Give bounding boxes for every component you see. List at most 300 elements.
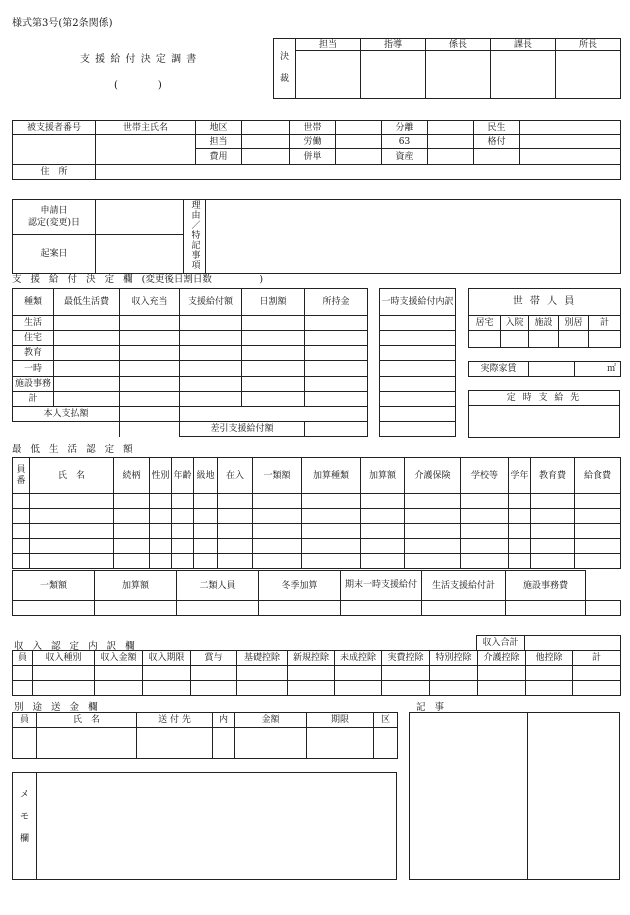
income-table xyxy=(12,650,621,696)
income-header-member: 員 xyxy=(13,651,33,666)
household-col-hospital: 入院 xyxy=(501,316,529,331)
memo-box[interactable] xyxy=(12,772,397,880)
summary-header-term-end: 期末一時支援給付 xyxy=(341,571,422,601)
decision-cell[interactable] xyxy=(54,376,120,391)
min-cell[interactable] xyxy=(531,524,575,539)
min-cell[interactable] xyxy=(114,494,150,509)
income-header-bonus: 賞与 xyxy=(191,651,237,666)
temp-detail-cell[interactable] xyxy=(380,331,456,346)
minimum-table xyxy=(12,457,621,569)
decision-cell[interactable] xyxy=(120,316,180,331)
income-cell[interactable] xyxy=(191,666,237,681)
dates-table xyxy=(12,199,621,274)
separate-cell[interactable] xyxy=(307,728,374,759)
min-cell[interactable] xyxy=(253,524,302,539)
decision-row-label: 計 xyxy=(13,391,54,406)
min-cell[interactable] xyxy=(361,509,405,524)
memo-divider xyxy=(36,772,37,880)
temp-detail-cell[interactable] xyxy=(380,421,456,436)
income-cell[interactable] xyxy=(143,666,191,681)
min-cell[interactable] xyxy=(405,524,461,539)
heitan-value[interactable] xyxy=(336,149,382,164)
decision-cell[interactable] xyxy=(242,376,305,391)
min-cell[interactable] xyxy=(172,509,194,524)
min-cell[interactable] xyxy=(114,524,150,539)
hiyo-value[interactable] xyxy=(242,149,290,164)
income-header-other-deduction: 他控除 xyxy=(526,651,573,666)
approval-table xyxy=(273,38,621,99)
min-header-age: 年齢 xyxy=(172,458,194,494)
min-cell[interactable] xyxy=(361,524,405,539)
self-pay-extra xyxy=(180,406,368,421)
drafted-date-label: 起案日 xyxy=(13,235,96,274)
separate-cell[interactable] xyxy=(213,728,235,759)
separate-header-member: 員 xyxy=(13,713,37,728)
min-cell[interactable] xyxy=(531,494,575,509)
setai-label: 世帯 xyxy=(290,121,336,135)
net-amount-label: 差引支援給付額 xyxy=(180,421,305,436)
temp-detail-cell[interactable] xyxy=(380,346,456,361)
min-cell[interactable] xyxy=(461,539,509,554)
net-amount-value[interactable] xyxy=(305,421,368,436)
income-cell[interactable] xyxy=(573,681,621,696)
min-cell[interactable] xyxy=(218,509,253,524)
rodo-value-2[interactable] xyxy=(428,135,474,149)
min-cell[interactable] xyxy=(150,494,172,509)
minsei-value[interactable] xyxy=(520,121,621,135)
decision-cell[interactable] xyxy=(242,361,305,376)
bunri-value[interactable] xyxy=(428,121,474,135)
min-cell[interactable] xyxy=(461,494,509,509)
summary-cell[interactable] xyxy=(95,601,177,616)
separate-cell[interactable] xyxy=(374,728,398,759)
decision-cell[interactable] xyxy=(120,346,180,361)
summary-header-living-total: 生活支援給付計 xyxy=(422,571,506,601)
income-cell[interactable] xyxy=(191,681,237,696)
income-cell[interactable] xyxy=(478,681,526,696)
min-cell[interactable] xyxy=(150,539,172,554)
min-cell[interactable] xyxy=(218,554,253,569)
decision-cell[interactable] xyxy=(54,391,120,406)
reason-value[interactable] xyxy=(206,200,621,274)
income-cell[interactable] xyxy=(430,681,478,696)
income-cell[interactable] xyxy=(573,666,621,681)
decision-cell[interactable] xyxy=(180,376,242,391)
income-header-total: 計 xyxy=(573,651,621,666)
temp-detail-cell[interactable] xyxy=(380,391,456,406)
separate-table xyxy=(12,712,398,759)
approval-seal-cell[interactable] xyxy=(426,51,491,99)
income-cell[interactable] xyxy=(382,681,430,696)
separate-section-title: 別 途 送 金 欄 xyxy=(14,702,101,713)
income-cell[interactable] xyxy=(237,666,288,681)
form-number: 様式第3号(第2条関係) xyxy=(12,18,113,29)
min-cell[interactable] xyxy=(13,524,30,539)
income-total-label: 収入合計 xyxy=(477,636,525,651)
income-cell[interactable] xyxy=(526,681,573,696)
household-cell[interactable] xyxy=(529,331,559,348)
approval-col-shocho: 所長 xyxy=(556,39,621,51)
decision-section-title: 支 援 給 付 決 定 欄 (変更後日割日数 ) xyxy=(12,274,264,285)
regular-dest-value[interactable] xyxy=(469,406,620,438)
decision-cell[interactable] xyxy=(54,346,120,361)
decision-cell[interactable] xyxy=(120,361,180,376)
min-cell[interactable] xyxy=(575,554,621,569)
min-cell[interactable] xyxy=(218,539,253,554)
blank xyxy=(13,421,120,436)
decision-cell[interactable] xyxy=(120,391,180,406)
min-header-care: 介護保険 xyxy=(405,458,461,494)
income-header-minor-deduction: 未成控除 xyxy=(335,651,382,666)
household-table xyxy=(468,288,621,348)
notes-divider xyxy=(527,712,528,880)
decision-cell[interactable] xyxy=(54,331,120,346)
min-cell[interactable] xyxy=(302,494,361,509)
min-cell[interactable] xyxy=(30,509,114,524)
kakuzuke-label: 格付 xyxy=(474,135,520,149)
shisan-value[interactable] xyxy=(428,149,474,164)
min-cell[interactable] xyxy=(150,524,172,539)
recipient-no-value[interactable] xyxy=(13,135,96,164)
separate-cell[interactable] xyxy=(235,728,307,759)
head-name-value[interactable] xyxy=(96,135,196,164)
tanto-label: 担当 xyxy=(196,135,242,149)
decision-row-label: 生活 xyxy=(13,316,54,331)
rodo-value-blank[interactable] xyxy=(336,135,382,149)
temp-detail-label: 一時支援給付内訳 xyxy=(380,289,456,316)
min-cell[interactable] xyxy=(194,509,218,524)
min-cell[interactable] xyxy=(194,524,218,539)
memo-label: メ モ 欄 xyxy=(20,790,30,844)
summary-cell[interactable] xyxy=(506,601,586,616)
application-date-label: 申請日 認定(変更)日 xyxy=(13,200,96,235)
income-header-special-deduction: 特別控除 xyxy=(430,651,478,666)
min-cell[interactable] xyxy=(361,494,405,509)
min-cell[interactable] xyxy=(150,509,172,524)
min-cell[interactable] xyxy=(218,524,253,539)
temp-detail-cell[interactable] xyxy=(380,361,456,376)
separate-header-dest: 送 付 先 xyxy=(137,713,213,728)
min-cell[interactable] xyxy=(172,524,194,539)
min-cell[interactable] xyxy=(172,539,194,554)
approval-col-shido: 指導 xyxy=(361,39,426,51)
bunri-label: 分離 xyxy=(382,121,428,135)
min-cell[interactable] xyxy=(13,509,30,524)
summary-cell[interactable] xyxy=(341,601,422,616)
min-cell[interactable] xyxy=(194,539,218,554)
min-header-education: 教育費 xyxy=(531,458,575,494)
summary-cell[interactable] xyxy=(259,601,341,616)
min-header-no: 員番 xyxy=(13,458,30,494)
min-header-lunch: 給食費 xyxy=(575,458,621,494)
income-header-basic-deduction: 基礎控除 xyxy=(237,651,288,666)
min-cell[interactable] xyxy=(218,494,253,509)
income-header-actual-deduction: 実費控除 xyxy=(382,651,430,666)
decision-cell[interactable] xyxy=(305,391,368,406)
separate-cell[interactable] xyxy=(137,728,213,759)
min-cell[interactable] xyxy=(30,554,114,569)
income-cell[interactable] xyxy=(95,666,143,681)
separate-header-category: 区 xyxy=(374,713,398,728)
household-cell[interactable] xyxy=(589,331,621,348)
min-cell[interactable] xyxy=(172,494,194,509)
income-header-type: 収入種別 xyxy=(33,651,95,666)
shisan-label: 資産 xyxy=(382,149,428,164)
address-value[interactable] xyxy=(96,164,621,179)
income-header-term: 収入期限 xyxy=(143,651,191,666)
household-col-total: 計 xyxy=(589,316,621,331)
min-cell[interactable] xyxy=(405,539,461,554)
decision-header-support: 支援給付額 xyxy=(180,289,242,316)
temp-detail-cell[interactable] xyxy=(380,316,456,331)
min-cell[interactable] xyxy=(30,539,114,554)
household-col-home: 居宅 xyxy=(469,316,501,331)
min-cell[interactable] xyxy=(531,554,575,569)
income-cell[interactable] xyxy=(335,666,382,681)
household-cell[interactable] xyxy=(559,331,589,348)
approval-col-kacho: 課長 xyxy=(491,39,556,51)
min-cell[interactable] xyxy=(575,494,621,509)
min-header-addition-type: 加算種類 xyxy=(302,458,361,494)
temp-detail-cell[interactable] xyxy=(380,376,456,391)
income-cell[interactable] xyxy=(526,666,573,681)
decision-cell[interactable] xyxy=(120,376,180,391)
decision-header-daily: 日割額 xyxy=(242,289,305,316)
blank xyxy=(520,149,621,164)
summary-header-facility-cost: 施設事務費 xyxy=(506,571,586,601)
minsei-label: 民生 xyxy=(474,121,520,135)
min-cell[interactable] xyxy=(150,554,172,569)
approval-label: 決 裁 xyxy=(274,39,296,99)
min-header-school: 学校等 xyxy=(461,458,509,494)
decision-cell[interactable] xyxy=(242,346,305,361)
title-paren: ( ) xyxy=(114,80,162,91)
min-cell[interactable] xyxy=(302,524,361,539)
page-title: 支 援 給 付 決 定 調 書 xyxy=(80,54,198,65)
min-header-sex: 性別 xyxy=(150,458,172,494)
decision-row-label: 一時 xyxy=(13,361,54,376)
rent-unit: ㎡ xyxy=(575,362,621,377)
separate-cell[interactable] xyxy=(37,728,137,759)
income-cell[interactable] xyxy=(95,681,143,696)
separate-header-term: 期限 xyxy=(307,713,374,728)
regular-dest-table xyxy=(468,390,620,438)
regular-dest-label: 定 時 支 給 先 xyxy=(469,391,620,406)
income-header-new-deduction: 新規控除 xyxy=(288,651,335,666)
approval-col-kakaricho: 係長 xyxy=(426,39,491,51)
reason-label: 理由／特記事項 xyxy=(184,200,206,274)
min-cell[interactable] xyxy=(253,554,302,569)
min-cell[interactable] xyxy=(253,539,302,554)
min-cell[interactable] xyxy=(13,554,30,569)
income-cell[interactable] xyxy=(335,681,382,696)
income-cell[interactable] xyxy=(13,666,33,681)
rent-label: 実際家賃 xyxy=(469,362,529,377)
decision-cell[interactable] xyxy=(120,331,180,346)
min-header-grade: 学年 xyxy=(509,458,531,494)
min-cell[interactable] xyxy=(172,554,194,569)
self-pay-value[interactable] xyxy=(120,406,180,421)
minimum-summary-table xyxy=(12,570,621,616)
min-cell[interactable] xyxy=(194,554,218,569)
separate-cell[interactable] xyxy=(13,728,37,759)
area-value[interactable] xyxy=(242,121,290,135)
min-cell[interactable] xyxy=(509,539,531,554)
summary-header-winter: 冬季加算 xyxy=(259,571,341,601)
decision-cell[interactable] xyxy=(180,331,242,346)
tanto-value[interactable] xyxy=(242,135,290,149)
income-cell[interactable] xyxy=(430,666,478,681)
decision-cell[interactable] xyxy=(305,331,368,346)
setai-value[interactable] xyxy=(336,121,382,135)
min-header-inout: 在入 xyxy=(218,458,253,494)
min-cell[interactable] xyxy=(30,494,114,509)
min-cell[interactable] xyxy=(30,524,114,539)
min-cell[interactable] xyxy=(509,554,531,569)
min-cell[interactable] xyxy=(13,539,30,554)
household-cell[interactable] xyxy=(469,331,501,348)
min-header-class1: 一類額 xyxy=(253,458,302,494)
notes-box[interactable] xyxy=(409,712,620,880)
income-cell[interactable] xyxy=(478,666,526,681)
decision-cell[interactable] xyxy=(180,391,242,406)
summary-header-class1: 一類額 xyxy=(13,571,95,601)
separate-header-amount: 金額 xyxy=(235,713,307,728)
min-cell[interactable] xyxy=(405,554,461,569)
summary-header-addition: 加算額 xyxy=(95,571,177,601)
min-header-addition: 加算額 xyxy=(361,458,405,494)
decision-row-label: 施設事務 xyxy=(13,376,54,391)
decision-cell[interactable] xyxy=(242,316,305,331)
min-cell[interactable] xyxy=(194,494,218,509)
drafted-date-value[interactable] xyxy=(96,235,184,274)
decision-cell[interactable] xyxy=(54,316,120,331)
head-name-label: 世帯主氏名 xyxy=(96,121,196,135)
hiyo-label: 費用 xyxy=(196,149,242,164)
min-cell[interactable] xyxy=(13,494,30,509)
decision-row-label: 教育 xyxy=(13,346,54,361)
min-cell[interactable] xyxy=(575,524,621,539)
approval-seal-cell[interactable] xyxy=(361,51,426,99)
household-col-facility: 施設 xyxy=(529,316,559,331)
min-cell[interactable] xyxy=(531,539,575,554)
income-cell[interactable] xyxy=(33,681,95,696)
decision-header-money: 所持金 xyxy=(305,289,368,316)
temp-detail-table xyxy=(379,288,456,437)
approval-col-tanto: 担当 xyxy=(296,39,361,51)
approval-seal-cell[interactable] xyxy=(491,51,556,99)
decision-cell[interactable] xyxy=(305,346,368,361)
decision-header-min-cost: 最低生活費 xyxy=(54,289,120,316)
min-cell[interactable] xyxy=(461,509,509,524)
income-cell[interactable] xyxy=(288,666,335,681)
min-cell[interactable] xyxy=(531,509,575,524)
min-cell[interactable] xyxy=(509,524,531,539)
min-cell[interactable] xyxy=(114,509,150,524)
household-col-separate: 別居 xyxy=(559,316,589,331)
rodo-value: 63 xyxy=(382,135,428,149)
min-cell[interactable] xyxy=(361,554,405,569)
income-cell[interactable] xyxy=(143,681,191,696)
decision-cell[interactable] xyxy=(305,361,368,376)
decision-cell[interactable] xyxy=(180,346,242,361)
decision-cell[interactable] xyxy=(305,316,368,331)
decision-cell[interactable] xyxy=(242,331,305,346)
min-cell[interactable] xyxy=(575,539,621,554)
decision-cell[interactable] xyxy=(180,361,242,376)
min-cell[interactable] xyxy=(361,539,405,554)
min-cell[interactable] xyxy=(509,509,531,524)
min-cell[interactable] xyxy=(405,494,461,509)
kakuzuke-value[interactable] xyxy=(520,135,621,149)
min-header-grade-area: 級地 xyxy=(194,458,218,494)
min-cell[interactable] xyxy=(575,509,621,524)
income-cell[interactable] xyxy=(382,666,430,681)
summary-header-blank xyxy=(586,571,621,601)
temp-detail-cell[interactable] xyxy=(380,406,456,421)
min-cell[interactable] xyxy=(461,554,509,569)
min-header-name: 氏 名 xyxy=(30,458,114,494)
min-cell[interactable] xyxy=(461,524,509,539)
recipient-info-table xyxy=(12,120,621,180)
summary-cell[interactable] xyxy=(422,601,506,616)
address-label: 住 所 xyxy=(13,164,96,179)
min-cell[interactable] xyxy=(302,539,361,554)
min-cell[interactable] xyxy=(405,509,461,524)
income-cell[interactable] xyxy=(13,681,33,696)
household-cell[interactable] xyxy=(501,331,529,348)
separate-header-inner: 内 xyxy=(213,713,235,728)
income-section-title: 収 入 認 定 内 訳 欄 xyxy=(14,641,138,652)
rent-value[interactable] xyxy=(529,362,575,377)
minimum-section-title: 最 低 生 活 認 定 額 xyxy=(12,444,136,455)
decision-table xyxy=(12,288,368,437)
decision-cell[interactable] xyxy=(54,361,120,376)
income-total-table xyxy=(476,635,621,651)
decision-cell[interactable] xyxy=(180,316,242,331)
min-cell[interactable] xyxy=(302,554,361,569)
summary-cell[interactable] xyxy=(586,601,621,616)
decision-cell[interactable] xyxy=(242,391,305,406)
income-cell[interactable] xyxy=(288,681,335,696)
min-cell[interactable] xyxy=(302,509,361,524)
summary-header-class2: 二類人員 xyxy=(177,571,259,601)
summary-cell[interactable] xyxy=(13,601,95,616)
approval-seal-cell[interactable] xyxy=(296,51,361,99)
income-cell[interactable] xyxy=(237,681,288,696)
decision-header-type: 種類 xyxy=(13,289,54,316)
min-cell[interactable] xyxy=(253,509,302,524)
income-cell[interactable] xyxy=(33,666,95,681)
blank xyxy=(120,421,180,436)
income-total-value[interactable] xyxy=(525,636,621,651)
min-cell[interactable] xyxy=(509,494,531,509)
approval-seal-cell[interactable] xyxy=(556,51,621,99)
summary-cell[interactable] xyxy=(177,601,259,616)
rodo-label: 労働 xyxy=(290,135,336,149)
area-label: 地区 xyxy=(196,121,242,135)
min-cell[interactable] xyxy=(114,554,150,569)
household-title: 世 帯 人 員 xyxy=(469,289,621,316)
min-cell[interactable] xyxy=(253,494,302,509)
min-header-relation: 続柄 xyxy=(114,458,150,494)
income-header-amount: 収入金額 xyxy=(95,651,143,666)
min-cell[interactable] xyxy=(114,539,150,554)
application-date-value[interactable] xyxy=(96,200,184,235)
blank xyxy=(474,149,520,164)
self-pay-label: 本人支払額 xyxy=(13,406,120,421)
decision-cell[interactable] xyxy=(305,376,368,391)
